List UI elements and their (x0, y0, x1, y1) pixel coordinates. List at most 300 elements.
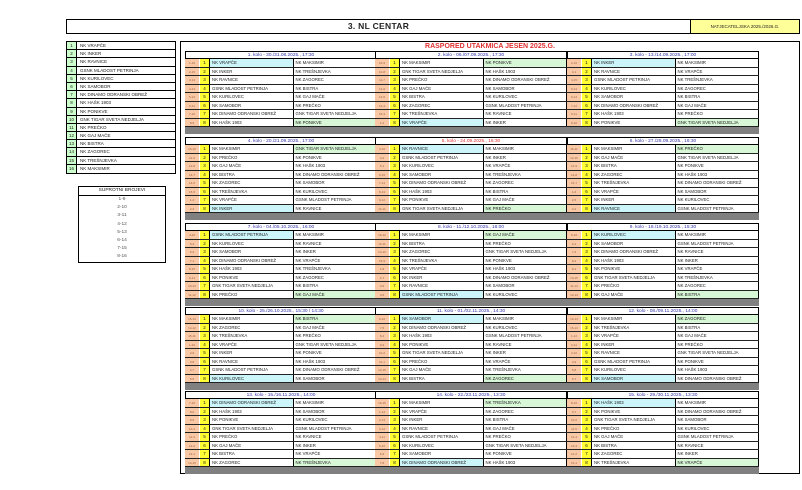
round-block (375, 307, 567, 390)
away-team: NK KURILOVEC (484, 93, 568, 101)
team-number: 11 (67, 124, 77, 131)
pair-code: 10-4 (185, 425, 199, 433)
away-team: NK RAVNICE (676, 442, 760, 450)
team-number: 13 (67, 140, 77, 147)
away-team: GSNK MLADOST PETRINJA (484, 102, 568, 110)
team-number: 6 (67, 83, 77, 90)
pair-code: 8-9 (185, 119, 199, 127)
team-name: NK DINAMO ODRANSKI OBREŽ (80, 92, 148, 98)
home-team: NK GAJ MAČE (400, 366, 484, 374)
away-team: NK GAJ MAČE (294, 291, 378, 299)
match-row (375, 76, 567, 85)
home-team: NK HAŠK 1903 (210, 265, 294, 273)
team-number: 1 (67, 42, 77, 49)
pair-code: 15-11 (185, 332, 199, 340)
away-team: GSNK MLADOST PETRINJA (676, 433, 760, 441)
match-number: 4 (390, 425, 400, 433)
match-row (567, 205, 759, 214)
match-number: 3 (390, 248, 400, 256)
home-team: NK DINAMO ODRANSKI OBREŽ (210, 399, 294, 407)
match-number: 6 (200, 442, 210, 450)
home-team: GSNK MLADOST PETRINJA (592, 358, 676, 366)
team-number: 16 (67, 165, 77, 173)
match-number: 6 (582, 358, 592, 366)
pair-code: 1-12 (567, 332, 581, 340)
round-block (567, 223, 759, 306)
match-number: 5 (582, 433, 592, 441)
home-team: NK HAŠK 1903 (210, 119, 294, 127)
home-team: NK VRAPČE (400, 119, 484, 127)
match-row (185, 408, 377, 417)
pair-code: 2-3 (185, 205, 199, 213)
away-team: NK PONIKVE (294, 154, 378, 162)
match-number: 4 (200, 257, 210, 265)
pair-code: 4-15 (567, 76, 581, 84)
opposite-numbers-title: SUPROTNI BROJEVI (79, 187, 165, 196)
pair-code: 16-15 (375, 399, 389, 407)
match-number: 7 (200, 110, 210, 118)
pair-code: 9-14 (185, 274, 199, 282)
match-row (375, 119, 567, 128)
away-team: NK PONIKVE (294, 119, 378, 127)
pair-code: 14-4 (375, 102, 389, 110)
away-team: NK PREČKO (676, 341, 760, 349)
match-number: 1 (582, 315, 592, 323)
match-number: 7 (390, 282, 400, 290)
round-separator (567, 467, 759, 474)
match-row (375, 450, 567, 459)
match-number: 8 (200, 119, 210, 127)
pair-code: 13-11 (375, 240, 389, 248)
pair-code: 8-16 (567, 399, 581, 407)
match-row (567, 399, 759, 408)
pair-code: 9-7 (567, 408, 581, 416)
home-team: NK RAVNICE (592, 205, 676, 213)
home-team: NK SAMOBOR (400, 450, 484, 458)
home-team: NK PONIKVE (210, 416, 294, 424)
match-number: 8 (200, 375, 210, 383)
match-row (185, 196, 377, 205)
match-number: 6 (200, 102, 210, 110)
away-team: NK MAKSIMIR (294, 231, 378, 239)
home-team: NK HAŠK 1903 (592, 257, 676, 265)
away-team: NK INKER (676, 450, 760, 458)
home-team: GNK TIGAR SVETA NEDJELJA (592, 416, 676, 424)
home-team: NK MAKSIMIR (210, 145, 294, 153)
match-number: 8 (390, 291, 400, 299)
match-row (185, 459, 377, 468)
home-team: NK ZAGOREC (400, 248, 484, 256)
pair-code: 5-1 (375, 162, 389, 170)
home-team: NK PONIKVE (592, 408, 676, 416)
away-team: NK PONIKVE (294, 349, 378, 357)
home-team: NK PREČKO (210, 154, 294, 162)
pair-code: 12-4 (567, 433, 581, 441)
team-name: NK BISTRA (80, 141, 104, 147)
away-team: NK SAMOBOR (676, 188, 760, 196)
match-number: 2 (582, 408, 592, 416)
home-team: NK PONIKVE (400, 196, 484, 204)
away-team: NK SAMOBOR (484, 282, 568, 290)
home-team: NK SAMOBOR (400, 315, 484, 323)
home-team: NK PREČKO (210, 433, 294, 441)
away-team: NK TREŠNJEVKA (676, 76, 760, 84)
round-block (567, 307, 759, 390)
home-team: NK SAMOBOR (592, 93, 676, 101)
pair-code: 12-8 (185, 162, 199, 170)
team-number: 5 (67, 75, 77, 82)
match-number: 5 (582, 265, 592, 273)
pair-code: 5-3 (185, 240, 199, 248)
round-separator (185, 299, 377, 306)
away-team: NK INKER (484, 154, 568, 162)
away-team: NK KURILOVEC (676, 425, 760, 433)
match-row (375, 265, 567, 274)
match-number: 2 (390, 68, 400, 76)
away-team: GNK TIGAR SVETA NEDJELJA (294, 110, 378, 118)
round-block (375, 391, 567, 474)
match-number: 6 (200, 188, 210, 196)
pair-code: 15-5 (185, 188, 199, 196)
away-team: NK TREŠNJEVKA (294, 265, 378, 273)
match-row (185, 93, 377, 102)
match-row (185, 265, 377, 274)
match-row (185, 257, 377, 266)
team-name: NK KURILOVEC (80, 75, 114, 81)
away-team: NK HAŠK 1903 (484, 68, 568, 76)
match-number: 7 (390, 110, 400, 118)
away-team: NK HAŠK 1903 (676, 171, 760, 179)
match-row (375, 459, 567, 468)
away-team: NK RAVNICE (484, 341, 568, 349)
pair-code: 9-10 (567, 119, 581, 127)
pair-code: 7-14 (375, 179, 389, 187)
team-name: NK INKER (80, 51, 102, 57)
match-row (375, 349, 567, 358)
away-team: NK GAJ MAČE (484, 196, 568, 204)
match-row (567, 240, 759, 249)
match-number: 1 (390, 315, 400, 323)
pair-code: 6-7 (567, 375, 581, 383)
match-number: 1 (200, 399, 210, 407)
away-team: NK GAJ MAČE (484, 231, 568, 239)
match-row (375, 416, 567, 425)
home-team: NK BISTRA (592, 442, 676, 450)
team-number: 2 (67, 50, 77, 57)
away-team: NK DINAMO ODRANSKI OBREŽ (294, 366, 378, 374)
home-team: NK ZAGOREC (210, 324, 294, 332)
pair-code: 2-15 (185, 68, 199, 76)
away-team: NK INKER (484, 349, 568, 357)
away-team: NK MAKSIMIR (294, 59, 378, 67)
round-separator (375, 467, 567, 474)
match-number: 2 (390, 324, 400, 332)
match-number: 8 (200, 205, 210, 213)
match-number: 3 (582, 162, 592, 170)
pair-code: 16-14 (567, 315, 581, 323)
home-team: NK PREČKO (400, 76, 484, 84)
away-team: NK ZAGOREC (484, 179, 568, 187)
match-row (185, 248, 377, 257)
pair-code: 8-4 (375, 332, 389, 340)
pair-code: 4-7 (185, 366, 199, 374)
home-team: NK PREČKO (592, 282, 676, 290)
away-team: NK SAMOBOR (294, 375, 378, 383)
pair-code: 5-6 (185, 375, 199, 383)
team-name: NK MAKSIMIR (80, 165, 110, 171)
match-number: 1 (390, 399, 400, 407)
home-team: NK HAŠK 1903 (592, 399, 676, 407)
away-team: NK BISTRA (484, 188, 568, 196)
team-name: NK PONIKVE (80, 108, 108, 114)
team-number: 8 (67, 99, 77, 106)
pair-code: 13-14 (375, 375, 389, 383)
home-team: NK GAJ MAČE (210, 442, 294, 450)
away-team: NK VRAPČE (676, 265, 760, 273)
away-team: NK MAKSIMIR (676, 399, 760, 407)
match-row (567, 408, 759, 417)
round-block (375, 137, 567, 220)
pair-code: 15-13 (567, 324, 581, 332)
match-row (185, 442, 377, 451)
round-header: 11. kolo - 01./02.11.2025., 14:30 (375, 307, 567, 315)
home-team: NK TREŠNJEVKA (210, 332, 294, 340)
match-row (567, 450, 759, 459)
team-row (67, 116, 175, 124)
home-team: NK RAVNICE (400, 145, 484, 153)
match-row (567, 145, 759, 154)
away-team: NK PONIKVE (484, 59, 568, 67)
match-number: 7 (582, 110, 592, 118)
match-number: 1 (390, 145, 400, 153)
match-row (567, 324, 759, 333)
home-team: GNK TIGAR SVETA NEDJELJA (592, 274, 676, 282)
pair-code: 15-7 (567, 179, 581, 187)
match-row (375, 332, 567, 341)
away-team: NK ZAGOREC (484, 408, 568, 416)
pair-code: 16-10 (185, 145, 199, 153)
away-team: NK DINAMO ODRANSKI OBREŽ (484, 76, 568, 84)
match-number: 6 (582, 102, 592, 110)
match-row (567, 85, 759, 94)
match-number: 3 (582, 76, 592, 84)
away-team: NK PREČKO (484, 240, 568, 248)
home-team: NK VRAPČE (592, 332, 676, 340)
pair-code: 9-1 (567, 265, 581, 273)
match-number: 1 (200, 315, 210, 323)
match-row (567, 315, 759, 324)
home-team: NK DINAMO ODRANSKI OBREŽ (400, 179, 484, 187)
home-team: NK GAJ MAČE (592, 154, 676, 162)
home-team: GSNK MLADOST PETRINJA (210, 231, 294, 239)
match-number: 5 (390, 179, 400, 187)
match-row (567, 459, 759, 468)
home-team: NK SAMOBOR (210, 102, 294, 110)
home-team: NK TREŠNJEVKA (592, 324, 676, 332)
team-row (67, 99, 175, 107)
home-team: NK KURILOVEC (400, 442, 484, 450)
home-team: NK RAVNICE (400, 425, 484, 433)
match-row (567, 154, 759, 163)
match-number: 4 (390, 171, 400, 179)
match-number: 8 (582, 459, 592, 467)
home-team: NK DINAMO ODRANSKI OBREŽ (210, 257, 294, 265)
team-name: NK VRAPČE (80, 43, 107, 48)
match-number: 7 (582, 366, 592, 374)
home-team: NK MAKSIMIR (400, 399, 484, 407)
match-number: 6 (582, 188, 592, 196)
match-row (567, 59, 759, 68)
pair-code: 1-6 (567, 188, 581, 196)
match-row (567, 93, 759, 102)
match-number: 8 (390, 459, 400, 467)
away-team: NK ZAGOREC (676, 315, 760, 323)
home-team: NK VRAPČE (400, 408, 484, 416)
pair-code: 16-13 (185, 315, 199, 323)
round-block (567, 51, 759, 134)
match-row (375, 154, 567, 163)
match-number: 7 (200, 196, 210, 204)
pair-code: 4-2 (375, 154, 389, 162)
away-team: NK BISTRA (676, 93, 760, 101)
away-team: NK GAJ MAČE (294, 324, 378, 332)
away-team: NK SAMOBOR (676, 416, 760, 424)
match-number: 7 (200, 450, 210, 458)
pair-code: 7-8 (375, 459, 389, 467)
away-team: NK RAVNICE (294, 240, 378, 248)
away-team: NK GAJ MAČE (676, 332, 760, 340)
away-team: NK SAMOBOR (294, 179, 378, 187)
match-number: 5 (200, 265, 210, 273)
match-number: 7 (200, 282, 210, 290)
team-name: NK RAVNICE (80, 59, 108, 65)
team-number: 15 (67, 157, 77, 164)
opposite-pair: 3-11 (117, 213, 127, 219)
pair-code: 4-13 (185, 85, 199, 93)
round-block (375, 223, 567, 306)
home-team: NK INKER (400, 416, 484, 424)
away-team: NK DINAMO ODRANSKI OBREŽ (676, 408, 760, 416)
home-team: NK RAVNICE (400, 282, 484, 290)
away-team: NK BISTRA (294, 85, 378, 93)
opposite-pair: 5-13 (117, 229, 127, 235)
home-team: GNK TIGAR SVETA NEDJELJA (400, 349, 484, 357)
away-team: NK DINAMO ODRANSKI OBREŽ (294, 171, 378, 179)
home-team: NK DINAMO ODRANSKI OBREŽ (592, 248, 676, 256)
home-team: NK HAŠK 1903 (592, 110, 676, 118)
away-team: NK BISTRA (294, 282, 378, 290)
round-block (375, 51, 567, 134)
match-row (185, 240, 377, 249)
round-block (185, 307, 377, 390)
team-number: 7 (67, 91, 77, 98)
pair-code: 8-6 (185, 408, 199, 416)
home-team: NK VRAPČE (210, 196, 294, 204)
match-number: 2 (390, 154, 400, 162)
away-team: GNK TIGAR SVETA NEDJELJA (294, 341, 378, 349)
away-team: NK KURILOVEC (294, 416, 378, 424)
match-row (567, 433, 759, 442)
away-team: NK TREŠNJEVKA (676, 274, 760, 282)
match-row (185, 358, 377, 367)
match-row (185, 102, 377, 111)
home-team: NK MAKSIMIR (210, 315, 294, 323)
round-separator (567, 213, 759, 220)
team-list (66, 41, 176, 174)
match-row (375, 240, 567, 249)
away-team: GNK TIGAR SVETA NEDJELJA (676, 349, 760, 357)
away-team: NK MAKSIMIR (484, 145, 568, 153)
match-row (567, 102, 759, 111)
pair-code: 1-10 (185, 341, 199, 349)
match-row (375, 375, 567, 384)
match-row (567, 188, 759, 197)
home-team: GNK TIGAR SVETA NEDJELJA (210, 282, 294, 290)
home-team: NK KURILOVEC (210, 375, 294, 383)
opposite-pair: 7-15 (117, 246, 127, 252)
round-block (185, 51, 377, 134)
home-team: NK PREČKO (400, 358, 484, 366)
match-row (185, 145, 377, 154)
home-team: NK SAMOBOR (592, 375, 676, 383)
team-row (67, 140, 175, 148)
match-row (375, 179, 567, 188)
home-team: NK BISTRA (592, 162, 676, 170)
away-team: NK TREŠNJEVKA (294, 459, 378, 467)
pair-code: 14-8 (567, 171, 581, 179)
pair-code: 16-12 (375, 231, 389, 239)
round-block (567, 137, 759, 220)
match-row (567, 171, 759, 180)
match-row (567, 358, 759, 367)
match-row (375, 59, 567, 68)
match-row (567, 425, 759, 434)
home-team: NK GAJ MAČE (400, 85, 484, 93)
home-team: NK TREŠNJEVKA (592, 459, 676, 467)
match-number: 6 (390, 358, 400, 366)
match-row (185, 349, 377, 358)
pair-code: 8-11 (567, 110, 581, 118)
home-team: NK ZAGOREC (592, 450, 676, 458)
pair-code: 12-13 (567, 291, 581, 299)
match-number: 1 (390, 59, 400, 67)
match-row (185, 188, 377, 197)
away-team: NK GAJ MAČE (484, 425, 568, 433)
round-block (185, 137, 377, 220)
away-team: NK HAŠK 1903 (676, 366, 760, 374)
schedule-title: RASPORED UTAKMICA JESEN 2025.G. (425, 43, 555, 50)
home-team: NK INKER (210, 205, 294, 213)
match-number: 4 (390, 85, 400, 93)
away-team: NK ZAGOREC (294, 274, 378, 282)
away-team: GSNK MLADOST PETRINJA (676, 240, 760, 248)
away-team: NK PONIKVE (484, 450, 568, 458)
pair-code: 5-8 (567, 366, 581, 374)
match-number: 7 (582, 282, 592, 290)
round-header: 7. kolo - 04./05.10.2025., 16:00 (185, 223, 377, 231)
round-header: 8. kolo - 11./12.10.2025., 16:00 (375, 223, 567, 231)
pair-code: 3-6 (375, 282, 389, 290)
round-separator (567, 383, 759, 390)
team-row (67, 91, 175, 99)
pair-code: 10-2 (375, 349, 389, 357)
match-row (375, 110, 567, 119)
match-number: 3 (582, 332, 592, 340)
match-number: 8 (390, 205, 400, 213)
team-number: 4 (67, 67, 77, 74)
pair-code: 7-3 (567, 248, 581, 256)
team-name: GSNK MLADOST PETRINJA (80, 67, 139, 73)
